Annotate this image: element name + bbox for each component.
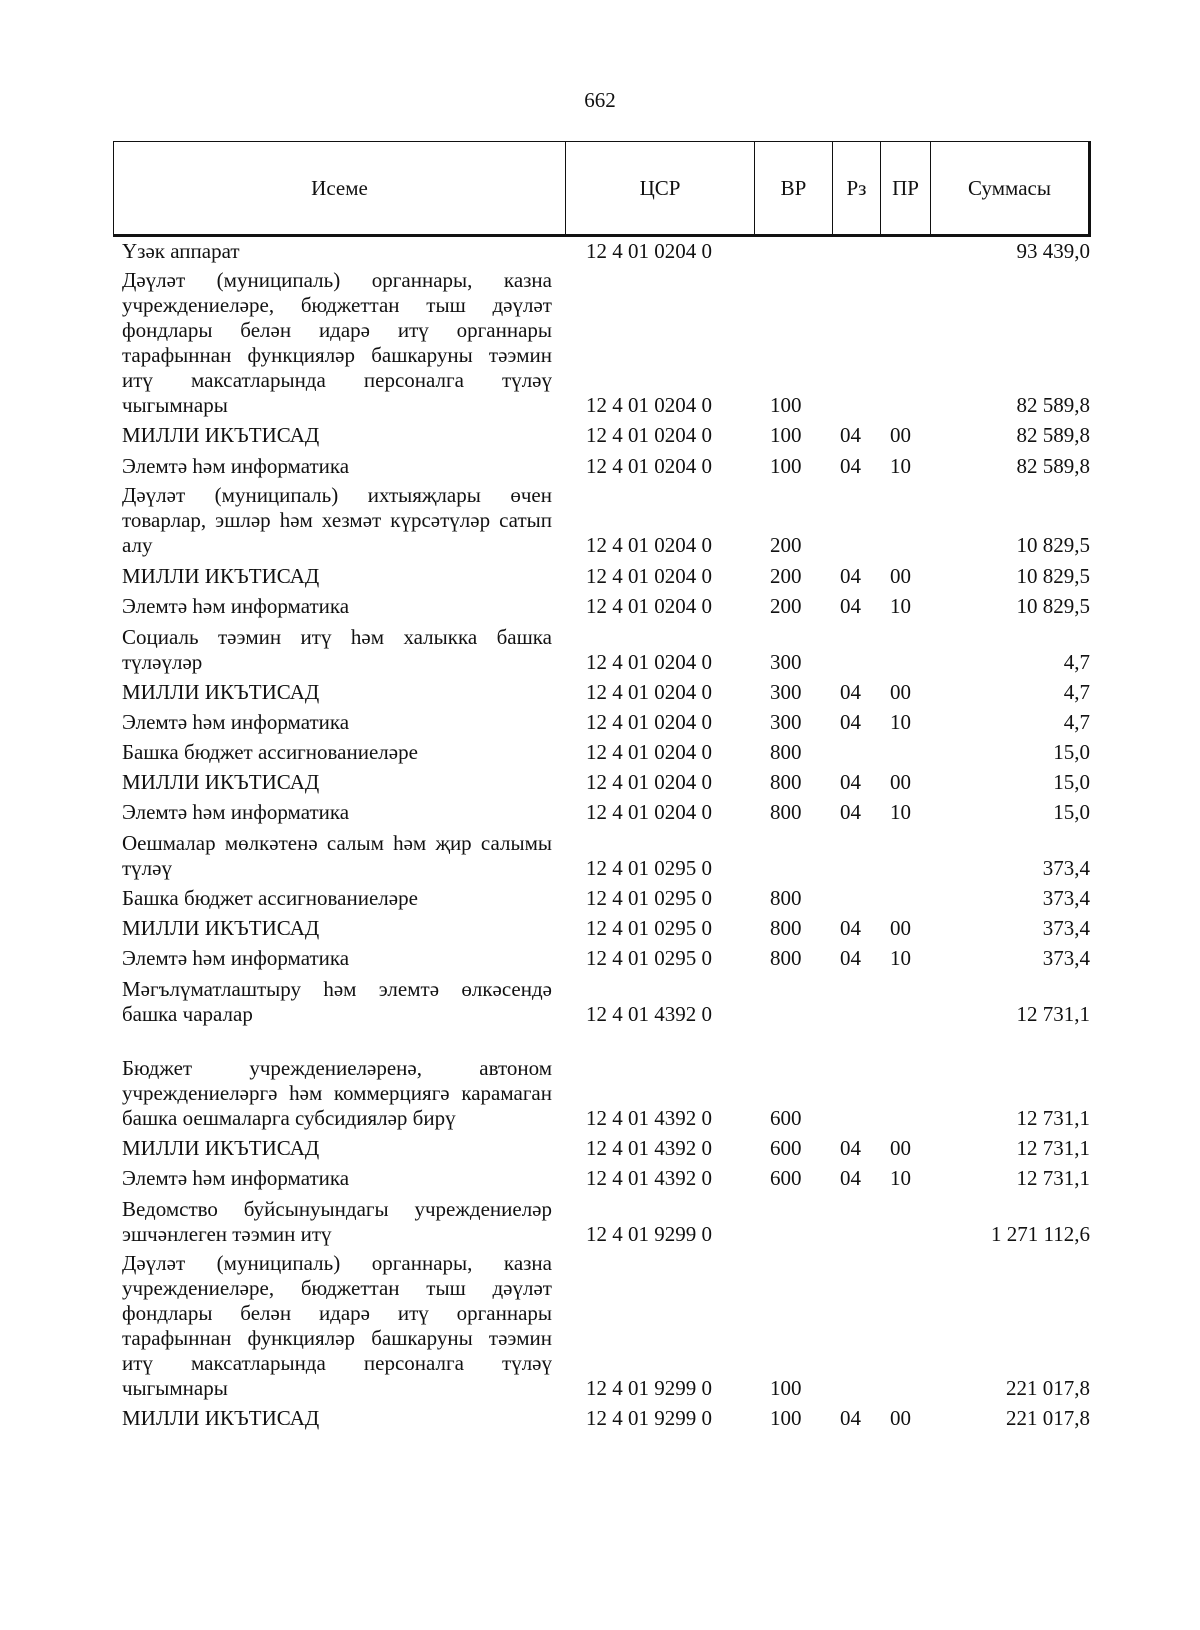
cell-pr: 00 (890, 1136, 911, 1160)
cell-pr: 00 (890, 680, 911, 704)
cell-sum: 373,4 (1042, 946, 1090, 970)
cell-vr: 100 (770, 423, 802, 447)
cell-name: Социаль тәэмин итү һәм халыкка башка түләүләр (122, 625, 552, 674)
cell-pr: 10 (890, 594, 911, 618)
header-pr: ПР (881, 142, 931, 234)
cell-csr: 12 4 01 0204 0 (586, 800, 712, 824)
cell-sum: 221 017,8 (1006, 1376, 1090, 1400)
cell-csr: 12 4 01 0204 0 (586, 680, 712, 704)
cell-name: МИЛЛИ ИКЪТИСАД (122, 1406, 320, 1430)
cell-sum: 4,7 (1063, 680, 1090, 704)
cell-name: Мәгълүматлаштыру һәм элемтә өлкәсендә башка чаралар (122, 977, 552, 1026)
cell-vr: 800 (770, 800, 802, 824)
cell-pr: 00 (890, 1406, 911, 1430)
cell-vr: 800 (770, 946, 802, 970)
cell-vr: 100 (770, 1376, 802, 1400)
cell-name: Ведомство буйсынуындагы учреждениеләр эшчәнлеген тәэмин итү (122, 1197, 552, 1246)
cell-csr: 12 4 01 0204 0 (586, 740, 712, 764)
header-sum: Суммасы (968, 175, 1051, 200)
cell-pr: 10 (890, 454, 911, 478)
page-number: 662 (584, 88, 616, 112)
cell-name: МИЛЛИ ИКЪТИСАД (122, 916, 320, 940)
cell-name: МИЛЛИ ИКЪТИСАД (122, 564, 320, 588)
cell-pr: 10 (890, 946, 911, 970)
cell-csr: 12 4 01 4392 0 (586, 1136, 712, 1160)
cell-sum: 1 271 112,6 (991, 1222, 1090, 1246)
cell-name: Дәүләт (муниципаль) органнары, казна учреждениеләре, бюджеттан тыш дәүләт фондлары белән идарә итү органнары тарафыннан функцияләр башкаруны тәэмин итү максатларында персоналга түләү чыгымнары (122, 268, 552, 417)
cell-name: Элемтә һәм информатика (122, 1166, 350, 1190)
cell-rz: 04 (840, 454, 861, 478)
cell-sum: 93 439,0 (1016, 239, 1090, 263)
cell-sum: 373,4 (1042, 856, 1090, 880)
cell-rz: 04 (840, 770, 861, 794)
header-rz: Рз (833, 142, 881, 234)
cell-sum: 82 589,8 (1016, 454, 1090, 478)
cell-csr: 12 4 01 0295 0 (586, 886, 712, 910)
cell-vr: 100 (770, 1406, 802, 1430)
cell-sum: 82 589,8 (1016, 393, 1090, 417)
cell-sum: 12 731,1 (1016, 1136, 1090, 1160)
cell-rz: 04 (840, 916, 861, 940)
header-vr: ВР (755, 142, 833, 234)
cell-rz: 04 (840, 423, 861, 447)
cell-csr: 12 4 01 9299 0 (586, 1406, 712, 1430)
cell-sum: 12 731,1 (1016, 1002, 1090, 1026)
cell-sum: 221 017,8 (1006, 1406, 1090, 1430)
cell-sum: 373,4 (1042, 916, 1090, 940)
cell-sum: 373,4 (1042, 886, 1090, 910)
header-csr: ЦСР (566, 142, 755, 234)
cell-vr: 800 (770, 740, 802, 764)
cell-pr: 10 (890, 710, 911, 734)
cell-name: МИЛЛИ ИКЪТИСАД (122, 423, 320, 447)
cell-name: Элемтә һәм информатика (122, 710, 350, 734)
cell-sum: 15,0 (1053, 740, 1090, 764)
cell-name: Бюджет учреждениеләренә, автоном учреждениеләргә һәм коммерциягә карамаган башка оешмаларга субсидияләр бирү (122, 1056, 552, 1130)
cell-rz: 04 (840, 946, 861, 970)
cell-rz: 04 (840, 1166, 861, 1190)
cell-name: Дәүләт (муниципаль) органнары, казна учреждениеләре, бюджеттан тыш дәүләт фондлары белән идарә итү органнары тарафыннан функцияләр башкаруны тәэмин итү максатларында персоналга түләү чыгымнары (122, 1251, 552, 1400)
cell-vr: 200 (770, 533, 802, 557)
cell-csr: 12 4 01 0204 0 (586, 564, 712, 588)
cell-name: Элемтә һәм информатика (122, 800, 350, 824)
cell-vr: 200 (770, 594, 802, 618)
cell-vr: 600 (770, 1166, 802, 1190)
cell-vr: 600 (770, 1136, 802, 1160)
cell-csr: 12 4 01 0204 0 (586, 454, 712, 478)
cell-vr: 600 (770, 1106, 802, 1130)
cell-sum: 10 829,5 (1016, 594, 1090, 618)
cell-vr: 100 (770, 454, 802, 478)
cell-csr: 12 4 01 0204 0 (586, 393, 712, 417)
header-name: Исеме (114, 142, 566, 234)
cell-csr: 12 4 01 9299 0 (586, 1222, 712, 1246)
cell-sum: 4,7 (1063, 710, 1090, 734)
cell-name: Оешмалар мөлкәтенә салым һәм җир салымы түләү (122, 831, 552, 880)
cell-sum: 12 731,1 (1016, 1106, 1090, 1130)
cell-csr: 12 4 01 0204 0 (586, 423, 712, 447)
cell-csr: 12 4 01 9299 0 (586, 1376, 712, 1400)
cell-sum: 12 731,1 (1016, 1166, 1090, 1190)
cell-name: Башка бюджет ассигнованиеләре (122, 740, 418, 764)
cell-vr: 300 (770, 710, 802, 734)
cell-name: Элемтә һәм информатика (122, 594, 350, 618)
cell-csr: 12 4 01 0204 0 (586, 533, 712, 557)
cell-sum: 15,0 (1053, 800, 1090, 824)
cell-rz: 04 (840, 710, 861, 734)
cell-vr: 800 (770, 886, 802, 910)
cell-sum: 82 589,8 (1016, 423, 1090, 447)
cell-pr: 00 (890, 770, 911, 794)
cell-sum: 10 829,5 (1016, 533, 1090, 557)
cell-sum: 10 829,5 (1016, 564, 1090, 588)
cell-csr: 12 4 01 0204 0 (586, 710, 712, 734)
cell-rz: 04 (840, 594, 861, 618)
cell-name: Дәүләт (муниципаль) ихтыяҗлары өчен товарлар, эшләр һәм хезмәт күрсәтүләр сатып алу (122, 483, 552, 557)
cell-vr: 100 (770, 393, 802, 417)
cell-name: МИЛЛИ ИКЪТИСАД (122, 680, 320, 704)
cell-name: МИЛЛИ ИКЪТИСАД (122, 770, 320, 794)
cell-pr: 00 (890, 423, 911, 447)
cell-rz: 04 (840, 1406, 861, 1430)
cell-csr: 12 4 01 0204 0 (586, 770, 712, 794)
cell-csr: 12 4 01 0204 0 (586, 239, 712, 263)
cell-sum: 15,0 (1053, 770, 1090, 794)
cell-name: Элемтә һәм информатика (122, 946, 350, 970)
cell-vr: 300 (770, 680, 802, 704)
cell-pr: 00 (890, 564, 911, 588)
cell-csr: 12 4 01 0204 0 (586, 594, 712, 618)
cell-pr: 00 (890, 916, 911, 940)
cell-pr: 10 (890, 800, 911, 824)
cell-name: Башка бюджет ассигнованиеләре (122, 886, 418, 910)
cell-pr: 10 (890, 1166, 911, 1190)
cell-rz: 04 (840, 1136, 861, 1160)
cell-sum: 4,7 (1063, 650, 1090, 674)
cell-rz: 04 (840, 680, 861, 704)
cell-vr: 800 (770, 770, 802, 794)
cell-vr: 800 (770, 916, 802, 940)
cell-csr: 12 4 01 0295 0 (586, 916, 712, 940)
cell-vr: 300 (770, 650, 802, 674)
cell-name: МИЛЛИ ИКЪТИСАД (122, 1136, 320, 1160)
cell-csr: 12 4 01 4392 0 (586, 1166, 712, 1190)
cell-vr: 200 (770, 564, 802, 588)
cell-name: Элемтә һәм информатика (122, 454, 350, 478)
cell-name: Үзәк аппарат (122, 239, 240, 263)
cell-rz: 04 (840, 564, 861, 588)
cell-csr: 12 4 01 0295 0 (586, 856, 712, 880)
cell-csr: 12 4 01 0204 0 (586, 650, 712, 674)
cell-csr: 12 4 01 4392 0 (586, 1002, 712, 1026)
cell-csr: 12 4 01 4392 0 (586, 1106, 712, 1130)
cell-csr: 12 4 01 0295 0 (586, 946, 712, 970)
cell-rz: 04 (840, 800, 861, 824)
